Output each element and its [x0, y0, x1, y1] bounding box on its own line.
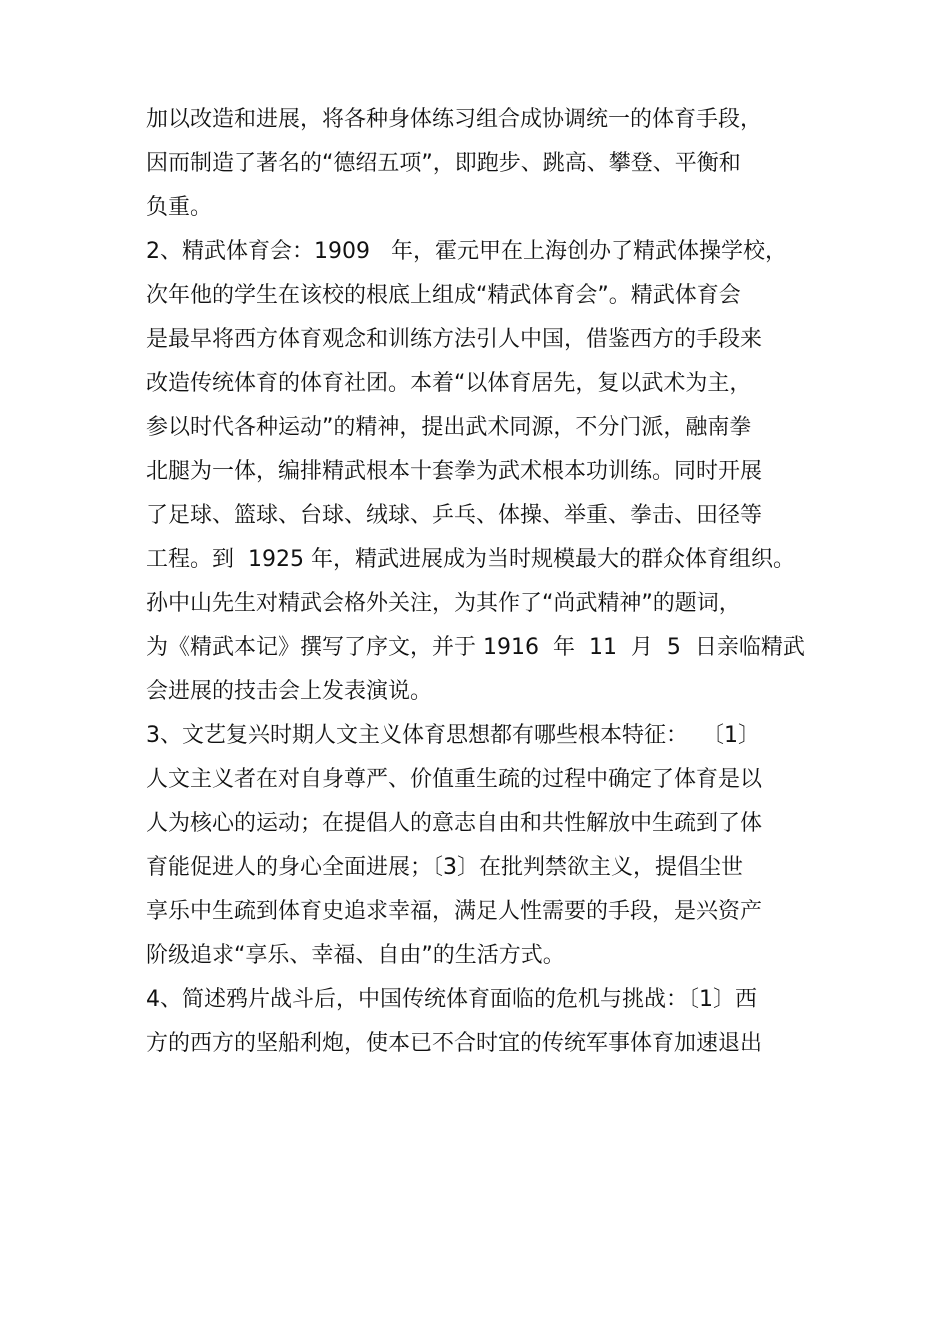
text-line: 享乐中生疏到体育史追求幸福，满足人性需要的手段，是兴资产: [146, 899, 763, 924]
text-line: 育能促进人的身心全面进展；〔3〕在批判禁欲主义，提倡尘世: [146, 855, 743, 880]
text-line: 北腿为一体，编排精武根本十套拳为武术根本功训练。同时开展: [146, 459, 763, 484]
text-line: 参以时代各种运动”的精神，提出武术同源，不分门派，融南拳: [146, 415, 752, 440]
text-line: 加以改造和进展，将各种身体练习组合成协调统一的体育手段，: [146, 107, 763, 132]
text-line: 工程。到 1925 年，精武进展成为当时规模最大的群众体育组织。: [146, 547, 795, 572]
text-line: 4、简述鸦片战斗后，中国传统体育面临的危机与挑战：〔1〕西: [146, 987, 757, 1012]
text-line: 阶级追求“享乐、幸福、自由”的生活方式。: [146, 943, 565, 968]
text-line: 是最早将西方体育观念和训练方法引人中国，借鉴西方的手段来: [146, 327, 763, 352]
text-line: 方的西方的坚船利炮，使本已不合时宜的传统军事体育加速退出: [146, 1031, 763, 1056]
text-line: 人为核心的运动；在提倡人的意志自由和共性解放中生疏到了体: [146, 811, 763, 836]
text-line: 改造传统体育的体育社团。本着“以体育居先，复以武术为主，: [146, 371, 752, 396]
text-line: 负重。: [146, 195, 213, 220]
text-line: 因而制造了著名的“德绍五项”，即跑步、跳高、攀登、平衡和: [146, 151, 741, 176]
text-line: 次年他的学生在该校的根底上组成“精武体育会”。精武体育会: [146, 283, 741, 308]
text-line: 人文主义者在对自身尊严、价值重生疏的过程中确定了体育是以: [146, 767, 763, 792]
text-line: 为《精武本记》撰写了序文，并于 1916 年 11 月 5 日亲临精武: [146, 635, 805, 660]
text-line: 孙中山先生对精武会格外关注，为其作了“尚武精神”的题词，: [146, 591, 741, 616]
text-line: 会进展的技击会上发表演说。: [146, 679, 433, 704]
text-line: 2、精武体育会：1909 年，霍元甲在上海创办了精武体操学校，: [146, 239, 787, 264]
text-line: 了足球、篮球、台球、绒球、乒乓、体操、举重、拳击、田径等: [146, 503, 763, 528]
document-body: [146, 98, 826, 1066]
text-line: 3、文艺复兴时期人文主义体育思想都有哪些根本特征： 〔1〕: [146, 723, 760, 748]
